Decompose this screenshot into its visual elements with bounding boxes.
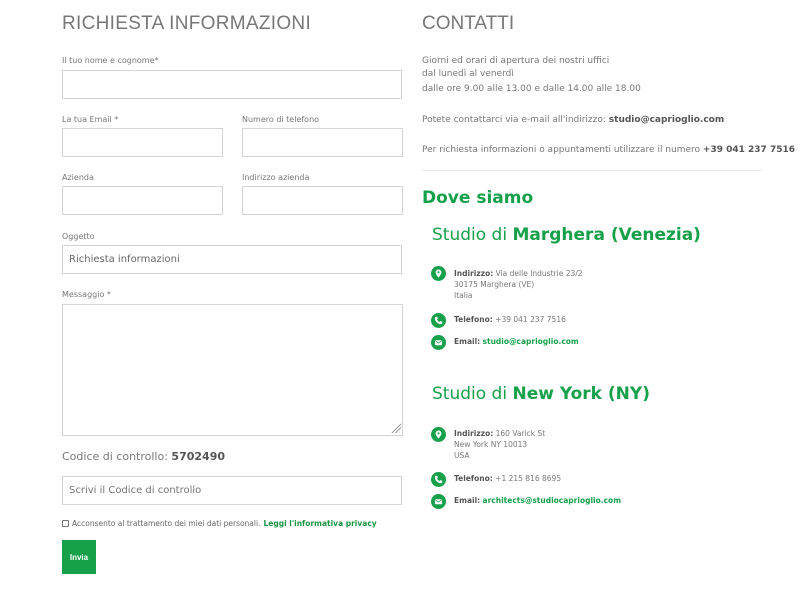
message-textarea[interactable] — [62, 304, 403, 436]
studio-prefix: Studio di — [432, 225, 508, 245]
studio-marghera-phone — [454, 314, 566, 325]
subject-label: Oggetto — [62, 232, 95, 241]
phone-contact-value[interactable]: +39 041 237 7516 — [702, 145, 795, 155]
studio-newyork-title — [432, 384, 650, 404]
phone-value[interactable]: +1 215 816 8695 — [495, 474, 562, 483]
consent-checkbox[interactable] — [62, 520, 69, 527]
email-contact-line — [422, 114, 724, 127]
studio-city: New York (NY) — [512, 384, 650, 404]
address-line-3: USA — [454, 451, 470, 460]
email-label: Email: — [454, 337, 481, 346]
studio-marghera-title — [432, 225, 701, 245]
address-line-1: Via delle Industrie 23/2 — [495, 269, 583, 278]
where-title: Dove siamo — [422, 188, 534, 208]
phone-input[interactable] — [242, 128, 403, 157]
message-label: Messaggio * — [62, 290, 111, 299]
mail-icon — [431, 335, 446, 350]
phone-contact-intro: Per richiesta informazioni o appuntamenti utilizzare il numero — [422, 145, 701, 155]
name-label: Il tuo nome e cognome* — [62, 56, 159, 65]
company-input[interactable] — [62, 186, 223, 215]
phone-contact-line — [422, 144, 795, 157]
company-label: Azienda — [62, 173, 94, 182]
email-label: La tua Email * — [62, 115, 119, 124]
phone-label: Numero di telefono — [242, 115, 320, 124]
opening-hours-days: dal lunedì al venerdì — [422, 69, 514, 79]
consent-text: Acconsento al trattamento dei miei dati personali. — [72, 519, 261, 528]
phone-icon — [431, 313, 446, 328]
map-pin-icon — [431, 266, 446, 281]
opening-hours-title: Giorni ed orari di apertura dei nostri uffici — [422, 56, 610, 66]
email-label: Email: — [454, 496, 481, 505]
studio-marghera-email — [454, 336, 579, 347]
address-label: Indirizzo: — [454, 429, 494, 438]
name-input[interactable] — [62, 70, 402, 99]
address-line-2: 30175 Marghera (VE) — [454, 280, 535, 289]
studio-newyork-phone — [454, 473, 561, 484]
opening-hours-times: dalle ore 9.00 alle 13.00 e dalle 14.00 alle 18.00 — [422, 84, 641, 94]
studio-city: Marghera (Venezia) — [512, 225, 701, 245]
submit-button[interactable]: Invia — [62, 540, 96, 574]
email-value[interactable]: architects@studiocaprioglio.com — [482, 496, 622, 505]
form-title: RICHIESTA INFORMAZIONI — [62, 13, 312, 34]
phone-icon — [431, 472, 446, 487]
address-label: Indirizzo: — [454, 269, 494, 278]
phone-value[interactable]: +39 041 237 7516 — [495, 315, 566, 324]
resize-grip-icon[interactable] — [390, 422, 401, 433]
studio-prefix: Studio di — [432, 384, 508, 404]
address-line-1: 160 Varick St — [495, 429, 546, 438]
control-code-input[interactable] — [62, 476, 402, 505]
mail-icon — [431, 494, 446, 509]
control-code-value: 5702490 — [171, 450, 225, 463]
company-address-label: Indirizzo azienda — [242, 173, 310, 182]
address-line-2: New York NY 10013 — [454, 440, 528, 449]
map-pin-icon — [431, 427, 446, 442]
email-input[interactable] — [62, 128, 223, 157]
studio-marghera-address — [454, 268, 583, 301]
subject-input[interactable] — [62, 245, 402, 274]
email-value[interactable]: studio@caprioglio.com — [482, 337, 579, 346]
email-contact-value[interactable]: studio@caprioglio.com — [608, 115, 725, 125]
phone-label: Telefono: — [454, 474, 493, 483]
section-divider — [422, 170, 762, 171]
control-code — [62, 450, 225, 463]
phone-label: Telefono: — [454, 315, 493, 324]
studio-newyork-address — [454, 428, 545, 461]
control-code-label: Codice di controllo: — [62, 450, 168, 463]
privacy-link[interactable]: Leggi l'informativa privacy — [263, 519, 377, 528]
address-line-3: Italia — [454, 291, 473, 300]
company-address-input[interactable] — [242, 186, 403, 215]
email-contact-intro: Potete contattarci via e-mail all'indirizzo: — [422, 115, 606, 125]
consent-row — [62, 519, 377, 528]
studio-newyork-email — [454, 495, 621, 506]
contacts-title: CONTATTI — [422, 13, 515, 34]
